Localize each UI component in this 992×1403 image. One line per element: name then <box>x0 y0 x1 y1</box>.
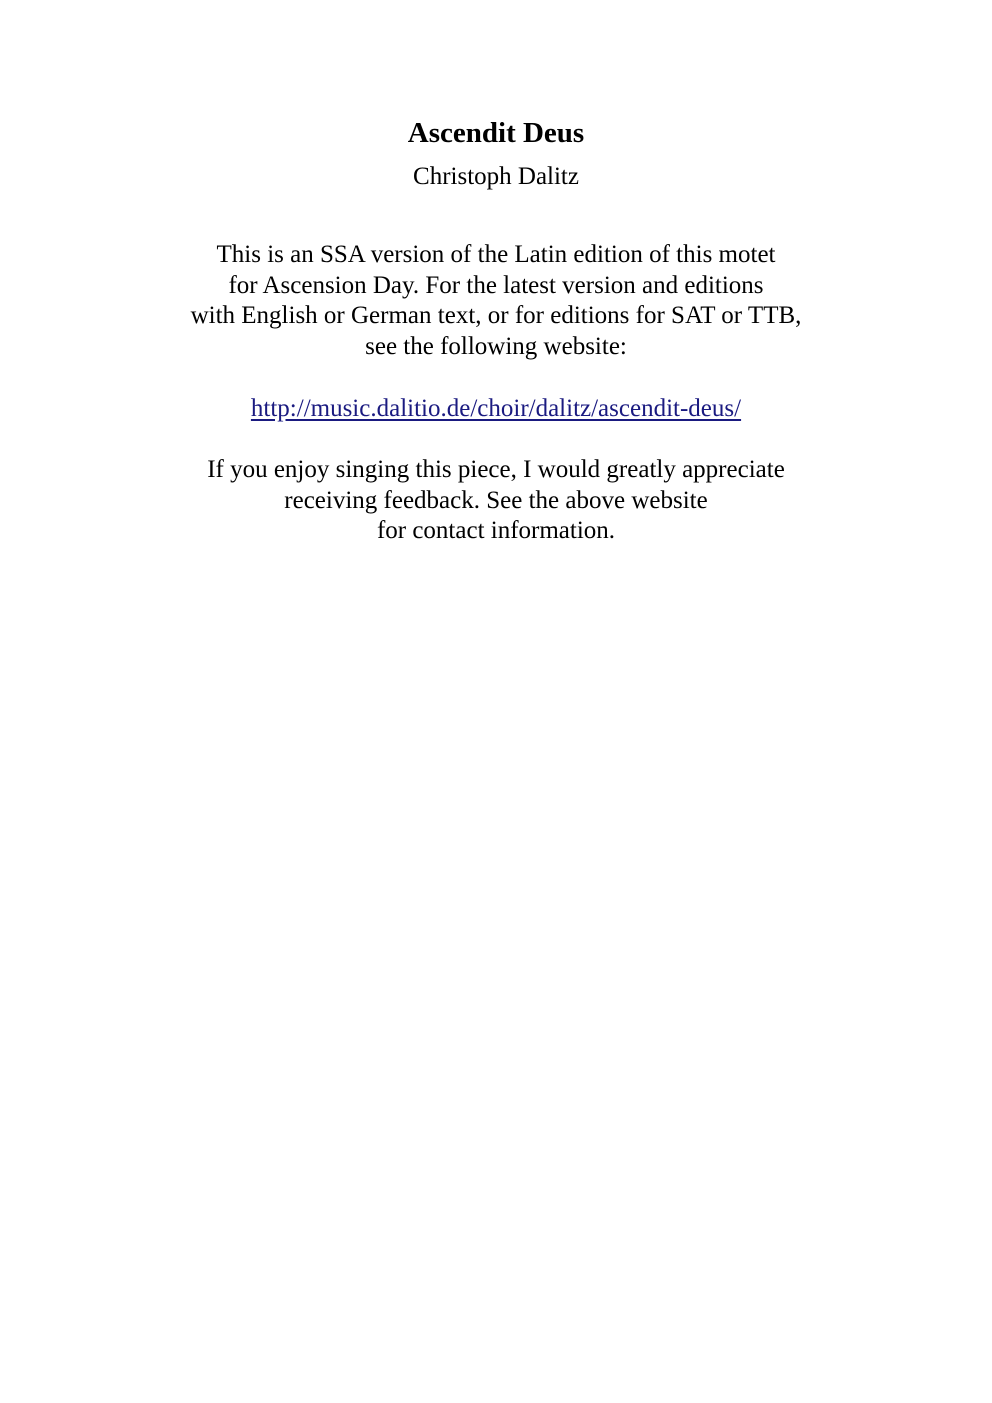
feedback-line-1: If you enjoy singing this piece, I would greatly appreciate <box>207 456 785 483</box>
intro-line-1: This is an SSA version of the Latin edition of this motet <box>216 241 776 268</box>
feedback-paragraph <box>0 455 992 547</box>
page-title: Ascendit Deus <box>407 117 585 149</box>
feedback-line-3: for contact information. <box>376 517 616 544</box>
intro-paragraph <box>0 240 992 362</box>
intro-line-4: see the following website: <box>365 332 627 360</box>
website-link[interactable]: http://music.dalitio.de/choir/dalitz/ascendit-deus/ <box>250 395 742 422</box>
website-link-paragraph <box>0 394 992 425</box>
feedback-line-2: receiving feedback. See the above website <box>284 486 708 514</box>
intro-line-2: for Ascension Day. For the latest version and editions <box>228 271 764 299</box>
intro-line-3: with English or German text, or for editions for SAT or TTB, <box>190 302 802 329</box>
author-name: Christoph Dalitz <box>413 163 579 190</box>
